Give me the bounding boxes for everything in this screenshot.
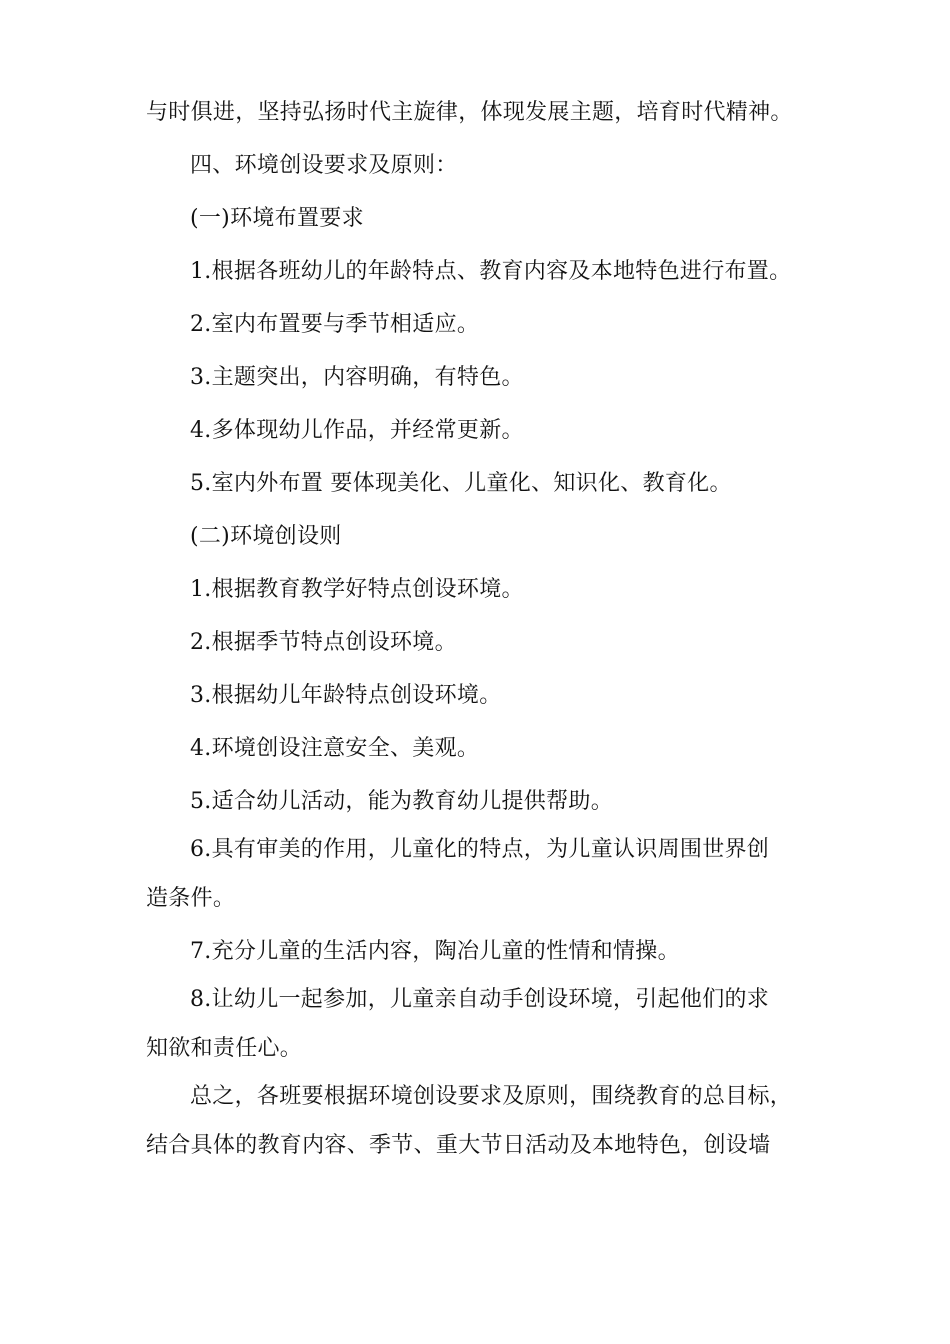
list-item: 2.根据季节特点创设环境。 — [190, 630, 457, 655]
list-item: 1.根据教育教学好特点创设环境。 — [190, 577, 524, 602]
list-item: 8.让幼儿一起参加，儿童亲自动手创设环境，引起他们的求 — [190, 987, 770, 1012]
list-item: 4.环境创设注意安全、美观。 — [190, 736, 480, 761]
subsection-heading: (二)环境创设则 — [190, 524, 342, 549]
summary-paragraph-line: 结合具体的教育内容、季节、重大节日活动及本地特色，创设墙 — [146, 1133, 771, 1158]
list-item: 1.根据各班幼儿的年龄特点、教育内容及本地特色进行布置。 — [190, 259, 792, 284]
list-item: 5.室内外布置 要体现美化、儿童化、知识化、教育化。 — [190, 471, 732, 496]
list-item: 5.适合幼儿活动，能为教育幼儿提供帮助。 — [190, 789, 613, 814]
subsection-heading: (一)环境布置要求 — [190, 206, 364, 231]
list-item: 3.主题突出，内容明确，有特色。 — [190, 365, 524, 390]
summary-paragraph-line: 总之，各班要根据环境创设要求及原则，围绕教育的总目标， — [190, 1084, 793, 1109]
list-item: 6.具有审美的作用，儿童化的特点，为儿童认识周围世界创 — [190, 837, 770, 862]
section-heading: 四、环境创设要求及原则： — [190, 153, 458, 178]
list-item: 2.室内布置要与季节相适应。 — [190, 312, 480, 337]
list-item-continuation: 造条件。 — [146, 886, 236, 911]
list-item: 4.多体现幼儿作品，并经常更新。 — [190, 418, 524, 443]
list-item-continuation: 知欲和责任心。 — [146, 1036, 303, 1061]
list-item: 7.充分儿童的生活内容，陶冶儿童的性情和情操。 — [190, 939, 680, 964]
document-body — [146, 86, 826, 1172]
paragraph-line: 与时俱进，坚持弘扬时代主旋律，体现发展主题，培育时代精神。 — [146, 100, 793, 125]
list-item: 3.根据幼儿年龄特点创设环境。 — [190, 683, 502, 708]
